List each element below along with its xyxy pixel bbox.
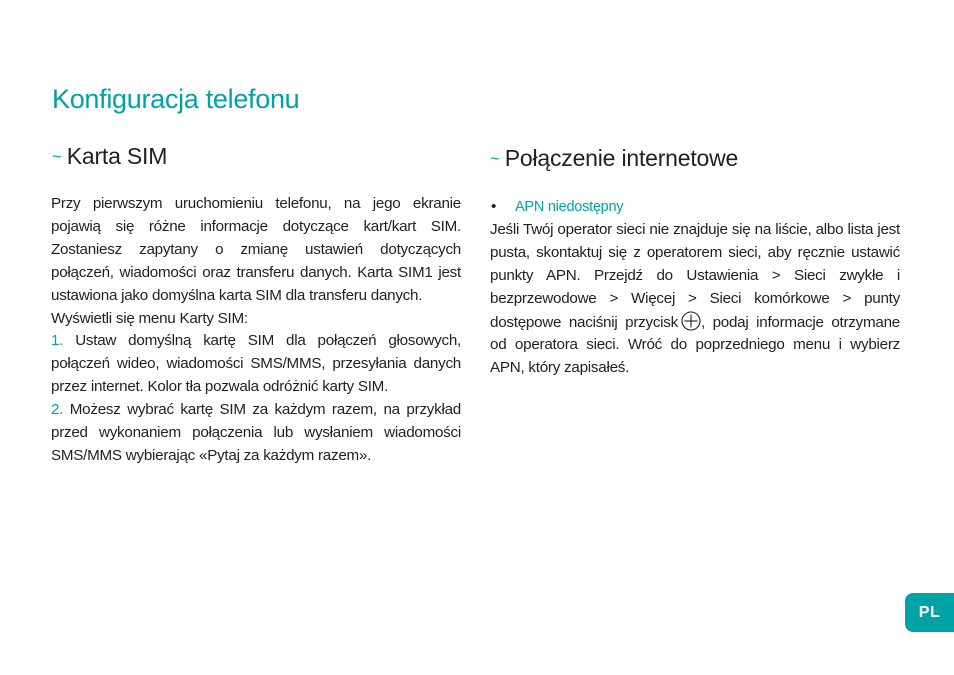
apn-text-before-icon: Jeśli Twój operator sieci nie znajduje się na liście, albo lista jest pusta, skontaktuj się z operatorem sieci, aby ręcznie ustawić punkty APN. Przejdź do Ustawienia > Sieci zwykłe i bezprzewodowe > Więcej > Sieci komórkowe > punty dostępowe naciśnij przycisk [490,220,900,331]
step-text: Ustaw domyślną kartę SIM dla połączeń głosowych, połączeń wideo, wiadomości SMS/MMS, przesyłania danych przez internet. Kolor tła pozwala odróżnić karty SIM. [51,332,461,396]
page-title: Konfiguracja telefonu [52,84,300,114]
sim-heading-text: Karta SIM [66,143,168,169]
internet-section-heading [490,145,738,172]
add-circle-icon [681,311,701,331]
internet-heading-text: Połączenie internetowe [504,145,739,171]
apn-bullet-item [490,196,900,219]
step-number: 2. [51,401,64,419]
bullet-icon: • [491,198,497,215]
language-badge: PL [905,593,954,632]
sim-intro-paragraph: Przy pierwszym uruchomieniu telefonu, na jego ekranie pojawią się różne informacje dotyczące kart/kart SIM. Zostaniesz zapytany o zmianę ustawień dotyczących połączeń, wiadomości oraz transferu danych. Karta SIM1 jest ustawiona jako domyślna karta SIM dla transferu danych. [51,195,461,304]
apn-text-after-icon: , podaj informacje otrzymane od operatora sieci. Wróć do poprzedniego menu i wybierz APN, który zapisałeś. [490,313,900,377]
heading-tilde: ~ [52,147,62,166]
heading-tilde: ~ [490,149,500,168]
sim-step-2 [51,399,461,468]
sim-section-heading [52,143,167,170]
step-text: Możesz wybrać kartę SIM za każdym razem, na przykład przed wykonaniem połączenia lub wysłaniem wiadomości SMS/MMS wybierając «Pytaj za każdym razem». [51,401,461,464]
sim-step-1 [51,330,461,399]
apn-paragraph [490,219,900,380]
sim-menu-line: Wyświetli się menu Karty SIM: [51,309,248,327]
step-number: 1. [51,332,64,350]
apn-title: APN niedostępny [515,199,624,215]
internet-section-body [490,196,900,380]
sim-section-body [51,193,461,468]
